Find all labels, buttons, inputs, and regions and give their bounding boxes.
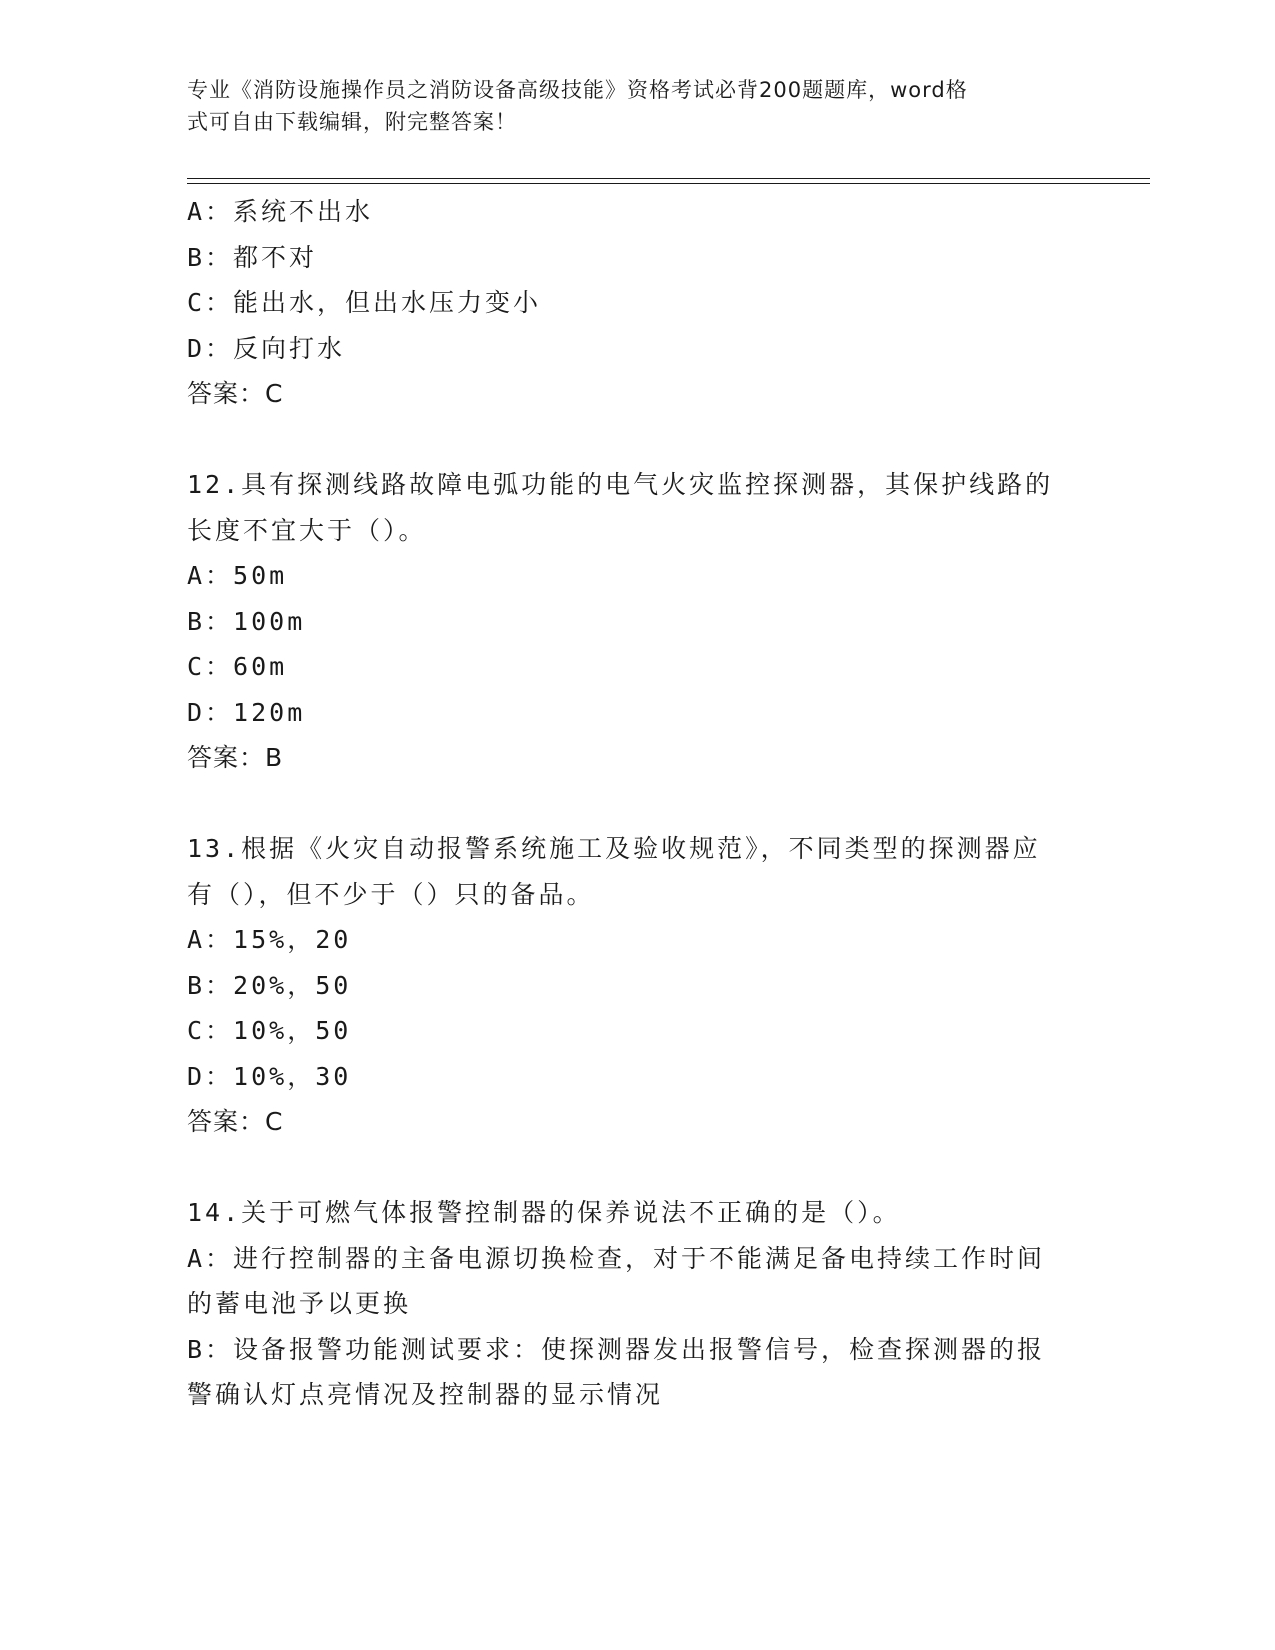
option-c: C：60m <box>187 652 288 681</box>
option-b: B：都不对 <box>187 242 318 272</box>
option-d: D：反向打水 <box>187 333 346 363</box>
question-13 <box>187 826 1077 1145</box>
question-12 <box>187 462 1077 781</box>
question-stem-line-2: 长度不宜大于（）。 <box>187 515 427 545</box>
question-14 <box>187 1190 1077 1418</box>
option-b-line-2: 警确认灯点亮情况及控制器的显示情况 <box>187 1380 664 1409</box>
option-b: B：100m <box>187 606 306 636</box>
answer: 答案：B <box>187 743 284 772</box>
question-stem-line-1: 13.根据《火灾自动报警系统施工及验收规范》，不同类型的探测器应 <box>187 834 1041 863</box>
header-line-1: 专业《消防设施操作员之消防设备高级技能》资格考试必背200题题库，word格 <box>187 78 968 102</box>
question-stem-line-1: 12.具有探测线路故障电弧功能的电气火灾监控探测器，其保护线路的 <box>187 470 1054 499</box>
option-a: A：15%，20 <box>187 925 352 954</box>
option-c: C：10%，50 <box>187 1016 352 1045</box>
answer: 答案：C <box>187 1107 284 1136</box>
question-stem-line-1: 14.关于可燃气体报警控制器的保养说法不正确的是（）。 <box>187 1198 901 1227</box>
option-b-line-1: B：设备报警功能测试要求：使探测器发出报警信号，检查探测器的报 <box>187 1334 1046 1364</box>
header-divider-bottom <box>187 183 1150 184</box>
option-c: C：能出水，但出水压力变小 <box>187 288 542 317</box>
document-body <box>187 189 1077 1418</box>
option-d: D：120m <box>187 697 306 727</box>
option-a: A：50m <box>187 561 288 590</box>
document-header <box>187 74 1067 138</box>
header-line-2: 式可自由下载编辑，附完整答案！ <box>187 110 517 134</box>
question-11 <box>187 189 1077 417</box>
header-divider-top <box>187 178 1150 179</box>
option-a-line-1: A：进行控制器的主备电源切换检查，对于不能满足备电持续工作时间 <box>187 1243 1046 1273</box>
option-a: A：系统不出水 <box>187 197 374 226</box>
option-d: D：10%，30 <box>187 1061 352 1091</box>
option-b: B：20%，50 <box>187 970 352 1000</box>
question-stem-line-2: 有（），但不少于（）只的备品。 <box>187 879 595 909</box>
answer: 答案：C <box>187 379 284 408</box>
option-a-line-2: 的蓄电池予以更换 <box>187 1289 412 1318</box>
